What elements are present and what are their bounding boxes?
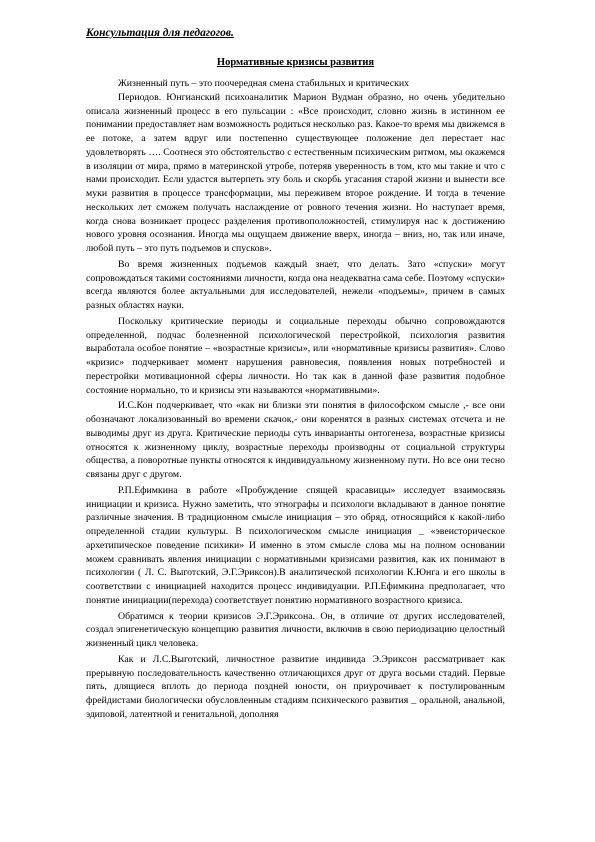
paragraph-1: Периодов. Юнгианский психоаналитик Марион Вудман образно, но очень убедительно описала жизненный процесс в его пульсации : «Все происходит, словно жизнь в истинном ее понимании предоставляет нам возможность родиться несколько раз. Какое-то время мы движемся в ее потоке, а затем вдруг или постепенно существующее положение дел перестает нас удовлетворять …. Соотнеся это обстоятельство с естественным психическим ритмом, мы окажемся в изоляции от мира, прямо в материнской утробе, потеряв уверенность в том, кто мы такие и что с нами происходит. Если удастся вытерпеть эту боль и скорбь угасания старой жизни и вынести все муки развития в процессе трансформации, мы переживем второе рождение. И тогда в течение нескольких лет сможем получать наслаждение от ровного течения жизни. Но наступает время, когда снова возникает процесс разделения противоположностей, стимулируя нас к достижению нового уровня осознания. Иногда мы ощущаем движение вверх, иногда – вниз, но, так или иначе, любой путь – это путь подъемов и спусков».	[86, 91, 505, 254]
paragraph-2: Во время жизненных подъемов каждый знает, что делать. Зато «спуски» могут сопровождаться такими состояниями личности, когда она неадекватна сама себе. Поэтому «спуски» всегда являются более актуальными для исследователей, нежели «подъемы», причем в самых разных областях науки.	[86, 258, 505, 311]
paragraph-6: Обратимся к теории кризисов Э.Г.Эриксона. Он, в отличие от других исследователей, создал эпигенетическую концепцию развития личности, включив в свою периодизацию целостный жизненный цикл человека.	[86, 610, 505, 649]
document-title: Нормативные кризисы развития	[216, 57, 375, 68]
consultation-header: Консультация для педагогов.	[86, 27, 234, 39]
paragraph-5: Р.П.Ефимкина в работе «Пробуждение спящей красавицы» исследует взаимосвязь инициации и кризиса. Нужно заметить, что этнографы и психологи вкладывают в данное понятие различные значения. В традиционном смысле инициация – это обряд, относящийся к какой-либо определенной стадии культуры. В психологическом смысле инициация _ «эвеисторическое архетипическое поведение психики» И именно в этом смысле слова мы на полном основании можем сравнивать явления инициации с нормативными кризисами развития, как их понимают в психологии ( Л. С. Выготский, Э.Г.Эриксон).В аналитической психологии К.Юнга и его школы в соответствии с инициацией находится процесс индивидуации. Р.П.Ефимкина предполагает, что понятие инициации(перехода) соответствует понятию нормативного возрастного кризиса.	[86, 484, 505, 606]
paragraph-7: Как и Л.С.Выготский, личностное развитие индивида Э.Эриксон рассматривает как прерывную последовательность качественно отличающихся друг от друга восьми стадий. Первые пять, длящиеся вплоть до периода поздней юности, он приурочивает к постулированным фрейдистами биологически обусловленным стадиям психического развития _ оральной, анальной, эдиповой, латентной и генитальной, дополняя	[86, 653, 505, 720]
paragraph-4: И.С.Кон подчеркивает, что «как ни близки эти понятия в философском смысле ,- все они обозначают локализованный во времени скачок,- они коренятся в разных системах отсчета и не выводимы друг из друга. Критические периоды суть инварианты онтогенеза, возрастные кризисы относятся к жизненному циклу, возрастные переходы производны от социальной структуры общества, а поворотные пункты относятся к индивидуальному жизненному пути. Но все они тесно связаны друг с другом.	[86, 400, 505, 480]
intro-line: Жизненный путь – это поочередная смена стабильных и критических	[118, 78, 410, 89]
paragraph-3: Поскольку критические периоды и социальные переходы обычно сопровождаются определенной, подчас болезненной психологической перестройкой, психология развития выработала особое понятие – «возрастные кризисы», или «нормативные кризисы развития». Слово «кризис» подчеркивает момент нарушения равновесия, появления новых потребностей и перестройки мотивационной сферы личности. Но так как в данной фазе развития подобное состояние нормально, то и кризисы эти называются «нормативными».	[86, 315, 505, 396]
